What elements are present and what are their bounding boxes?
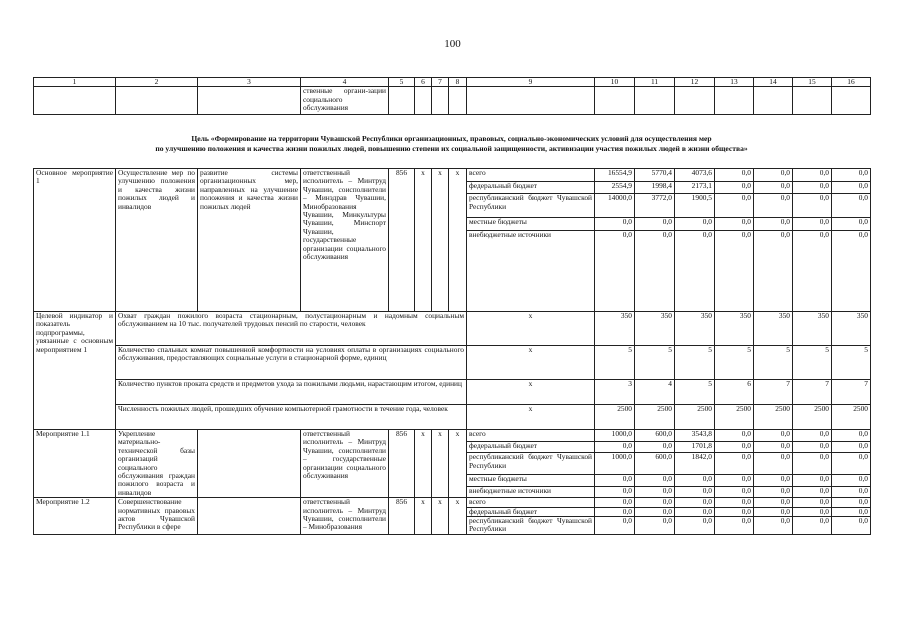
value-cell: 0,0	[715, 441, 754, 453]
source-cell: федеральный бюджет	[467, 441, 595, 453]
value-cell: 0,0	[635, 486, 675, 498]
indicator-row	[34, 346, 871, 380]
indicator-row	[34, 380, 871, 405]
value-cell: 5	[715, 346, 754, 380]
source-cell: всего	[467, 498, 595, 507]
value-cell: 0,0	[832, 441, 871, 453]
source-cell: федеральный бюджет	[467, 181, 595, 194]
value-cell: 0,0	[793, 486, 832, 498]
source-cell: федеральный бюджет	[467, 507, 595, 516]
source-cell: внебюджетные источники	[467, 486, 595, 498]
column-number: 2	[116, 78, 198, 87]
value-cell: 0,0	[675, 498, 715, 507]
value-cell: 0,0	[635, 218, 675, 231]
value-cell: 0,0	[793, 194, 832, 218]
value-cell: 2500	[595, 405, 635, 430]
value-cell: 3	[595, 380, 635, 405]
value-cell: 0,0	[675, 218, 715, 231]
code-cell: x	[449, 169, 467, 312]
value-cell: 0,0	[595, 507, 635, 516]
code-cell: x	[415, 498, 432, 535]
value-cell: 0,0	[793, 441, 832, 453]
column-number: 9	[467, 78, 595, 87]
goal-line-1: Цель «Формирование на территории Чувашской Республики организационных, правовых, социально-экономических условий для осуществления мер	[191, 134, 712, 143]
main-activity-executors: ответственный исполнитель – Минтруд Чувашии, соисполнители – Минздрав Чувашии, Минобразования Чувашии, Минкультуры Чувашии, Минспорт Чувашии, государственные организации социального обслуживания	[301, 169, 389, 312]
continuation-row	[34, 87, 871, 115]
value-cell: 0,0	[754, 169, 793, 182]
code-cell: x	[415, 430, 432, 498]
value-cell: 2500	[715, 405, 754, 430]
value-cell: 5	[793, 346, 832, 380]
code-cell: x	[432, 430, 449, 498]
value-cell: 0,0	[832, 486, 871, 498]
value-cell: 0,0	[675, 475, 715, 487]
value-cell: 1900,5	[675, 194, 715, 218]
activity-title: Укрепление материально-технической базы организаций социального обслуживания граждан пожилого возраста и инвалидов	[116, 430, 198, 498]
value-cell: 0,0	[635, 475, 675, 487]
value-cell: 0,0	[832, 453, 871, 475]
indicator-label: Целевой индикатор и показатель подпрограммы, увязанные с основным мероприятием 1	[34, 312, 116, 430]
indicator-mark: x	[467, 405, 595, 430]
source-cell: всего	[467, 169, 595, 182]
value-cell: 7	[754, 380, 793, 405]
value-cell: 0,0	[793, 507, 832, 516]
value-cell: 0,0	[595, 441, 635, 453]
activity-executors: ответственный исполнитель – Минтруд Чувашии, соисполнители – Минобразования	[301, 498, 389, 535]
value-cell: 0,0	[715, 194, 754, 218]
continuation-text: ственные органи-зации социального обслуживания	[301, 87, 389, 115]
value-cell: 0,0	[832, 231, 871, 312]
value-cell: 4	[635, 380, 675, 405]
value-cell: 1000,0	[595, 453, 635, 475]
column-number: 4	[301, 78, 389, 87]
value-cell: 0,0	[832, 517, 871, 535]
column-number: 8	[449, 78, 467, 87]
value-cell: 14000,0	[595, 194, 635, 218]
value-cell: 350	[793, 312, 832, 346]
value-cell: 0,0	[715, 453, 754, 475]
value-cell: 6	[715, 380, 754, 405]
source-cell: местные бюджеты	[467, 218, 595, 231]
code-cell: x	[432, 169, 449, 312]
activity-title: Совершенствование нормативных правовых актов Чувашской Республики в сфере	[116, 498, 198, 535]
value-cell: 0,0	[754, 517, 793, 535]
value-cell: 0,0	[793, 218, 832, 231]
value-cell: 0,0	[793, 517, 832, 535]
value-cell: 0,0	[675, 517, 715, 535]
value-cell: 0,0	[715, 231, 754, 312]
value-cell: 0,0	[675, 507, 715, 516]
column-number-row	[34, 78, 871, 87]
value-cell: 0,0	[832, 430, 871, 442]
value-cell: 0,0	[754, 218, 793, 231]
value-cell: 600,0	[635, 453, 675, 475]
code-cell: x	[449, 430, 467, 498]
main-activity-result: развитие системы организационных мер, направленных на улучшение положения и качества жизни пожилых людей	[198, 169, 301, 312]
main-activity-label: Основное мероприятие 1	[34, 169, 116, 312]
value-cell: 0,0	[715, 181, 754, 194]
column-number: 6	[415, 78, 432, 87]
value-cell: 0,0	[793, 453, 832, 475]
value-cell: 0,0	[635, 507, 675, 516]
indicator-mark: x	[467, 312, 595, 346]
value-cell: 0,0	[754, 453, 793, 475]
value-cell: 0,0	[793, 475, 832, 487]
column-number: 7	[432, 78, 449, 87]
value-cell: 0,0	[715, 507, 754, 516]
value-cell: 0,0	[715, 486, 754, 498]
value-cell: 1000,0	[595, 430, 635, 442]
goal-line-2: по улучшению положения и качества жизни пожилых людей, повышению степени их социальной защищенности, активизации участия пожилых людей в жизни общества»	[155, 144, 748, 153]
value-cell: 0,0	[832, 181, 871, 194]
value-cell: 0,0	[793, 181, 832, 194]
value-cell: 0,0	[754, 181, 793, 194]
column-number: 15	[793, 78, 832, 87]
value-cell: 5	[832, 346, 871, 380]
indicator-text: Охват граждан пожилого возраста стационарным, полустационарным и надомным социальным обслуживанием на 10 тыс. получателей трудовых пенсий по старости, человек	[116, 312, 467, 346]
header-table	[33, 77, 871, 115]
code-cell: 856	[389, 498, 415, 535]
main-activity-title: Осуществление мер по улучшению положения и качества жизни пожилых людей и инвалидов	[116, 169, 198, 312]
value-cell: 2500	[754, 405, 793, 430]
value-cell: 0,0	[635, 498, 675, 507]
source-cell: всего	[467, 430, 595, 442]
value-cell: 0,0	[754, 486, 793, 498]
value-cell: 2554,9	[595, 181, 635, 194]
column-number: 11	[635, 78, 675, 87]
value-cell: 350	[675, 312, 715, 346]
column-number: 14	[754, 78, 793, 87]
column-number: 3	[198, 78, 301, 87]
value-cell: 0,0	[793, 430, 832, 442]
value-cell: 0,0	[595, 475, 635, 487]
value-cell: 0,0	[793, 169, 832, 182]
value-cell: 0,0	[754, 231, 793, 312]
page-number: 100	[444, 38, 461, 50]
column-number: 1	[34, 78, 116, 87]
code-cell: 856	[389, 169, 415, 312]
value-cell: 350	[595, 312, 635, 346]
value-cell: 0,0	[675, 486, 715, 498]
value-cell: 350	[715, 312, 754, 346]
value-cell: 0,0	[715, 218, 754, 231]
value-cell: 0,0	[595, 486, 635, 498]
value-cell: 1998,4	[635, 181, 675, 194]
value-cell: 0,0	[832, 194, 871, 218]
column-number: 13	[715, 78, 754, 87]
value-cell: 5	[595, 346, 635, 380]
value-cell: 0,0	[715, 498, 754, 507]
value-cell: 0,0	[832, 169, 871, 182]
value-cell: 0,0	[832, 498, 871, 507]
code-cell: x	[432, 498, 449, 535]
value-cell: 2500	[675, 405, 715, 430]
indicator-row	[34, 405, 871, 430]
value-cell: 1842,0	[675, 453, 715, 475]
column-number: 16	[832, 78, 871, 87]
source-cell: местные бюджеты	[467, 475, 595, 487]
value-cell: 5	[675, 346, 715, 380]
value-cell: 0,0	[832, 507, 871, 516]
value-cell: 0,0	[793, 498, 832, 507]
source-cell: республиканский бюджет Чувашской Республики	[467, 453, 595, 475]
value-cell: 0,0	[635, 231, 675, 312]
value-cell: 7	[793, 380, 832, 405]
value-cell: 4073,6	[675, 169, 715, 182]
value-cell: 0,0	[754, 194, 793, 218]
value-cell: 350	[635, 312, 675, 346]
value-cell: 5	[635, 346, 675, 380]
value-cell: 0,0	[675, 231, 715, 312]
activity-executors: ответственный исполнитель – Минтруд Чувашии, соисполнители – государственные организации социального обслуживания	[301, 430, 389, 498]
value-cell: 0,0	[754, 441, 793, 453]
source-cell: республиканский бюджет Чувашской Республики	[467, 194, 595, 218]
value-cell: 0,0	[595, 218, 635, 231]
indicator-text: Количество пунктов проката средств и предметов ухода за пожилыми людьми, нарастающим итогом, единиц	[116, 380, 467, 405]
program-table	[33, 168, 871, 535]
indicator-mark: x	[467, 346, 595, 380]
column-number: 12	[675, 78, 715, 87]
value-cell: 0,0	[832, 475, 871, 487]
value-cell: 0,0	[715, 475, 754, 487]
column-number: 10	[595, 78, 635, 87]
value-cell: 2500	[635, 405, 675, 430]
indicator-row	[34, 312, 871, 346]
value-cell: 1701,8	[675, 441, 715, 453]
value-cell: 350	[754, 312, 793, 346]
value-cell: 2173,1	[675, 181, 715, 194]
source-cell: внебюджетные источники	[467, 231, 595, 312]
value-cell: 0,0	[715, 517, 754, 535]
value-cell: 0,0	[754, 507, 793, 516]
activity-1-2-row	[34, 498, 871, 507]
value-cell: 0,0	[754, 498, 793, 507]
code-cell: 856	[389, 430, 415, 498]
value-cell: 0,0	[754, 430, 793, 442]
indicator-text: Количество спальных комнат повышенной комфортности на условиях оплаты в организациях социального обслуживания, предоставляющих социальные услуги в стационарной форме, единиц	[116, 346, 467, 380]
value-cell: 0,0	[595, 231, 635, 312]
value-cell: 0,0	[635, 441, 675, 453]
value-cell: 2500	[793, 405, 832, 430]
value-cell: 600,0	[635, 430, 675, 442]
value-cell: 3772,0	[635, 194, 675, 218]
value-cell: 0,0	[715, 430, 754, 442]
value-cell: 3543,8	[675, 430, 715, 442]
value-cell: 0,0	[754, 475, 793, 487]
value-cell: 5770,4	[635, 169, 675, 182]
goal-heading	[33, 134, 870, 154]
value-cell: 0,0	[595, 498, 635, 507]
code-cell: x	[415, 169, 432, 312]
value-cell: 350	[832, 312, 871, 346]
column-number: 5	[389, 78, 415, 87]
indicator-mark: x	[467, 380, 595, 405]
value-cell: 2500	[832, 405, 871, 430]
value-cell: 0,0	[793, 231, 832, 312]
activity-label: Мероприятие 1.1	[34, 430, 116, 498]
activity-label: Мероприятие 1.2	[34, 498, 116, 535]
indicator-text: Численность пожилых людей, прошедших обучение компьютерной грамотности в течение года, человек	[116, 405, 467, 430]
source-cell: республиканский бюджет Чувашской Республики	[467, 517, 595, 535]
value-cell: 5	[675, 380, 715, 405]
value-cell: 0,0	[635, 517, 675, 535]
value-cell: 16554,9	[595, 169, 635, 182]
value-cell: 5	[754, 346, 793, 380]
code-cell: x	[449, 498, 467, 535]
value-cell: 0,0	[715, 169, 754, 182]
value-cell: 7	[832, 380, 871, 405]
value-cell: 0,0	[832, 218, 871, 231]
value-cell: 0,0	[595, 517, 635, 535]
activity-1-1-row	[34, 430, 871, 442]
main-activity-row	[34, 169, 871, 182]
